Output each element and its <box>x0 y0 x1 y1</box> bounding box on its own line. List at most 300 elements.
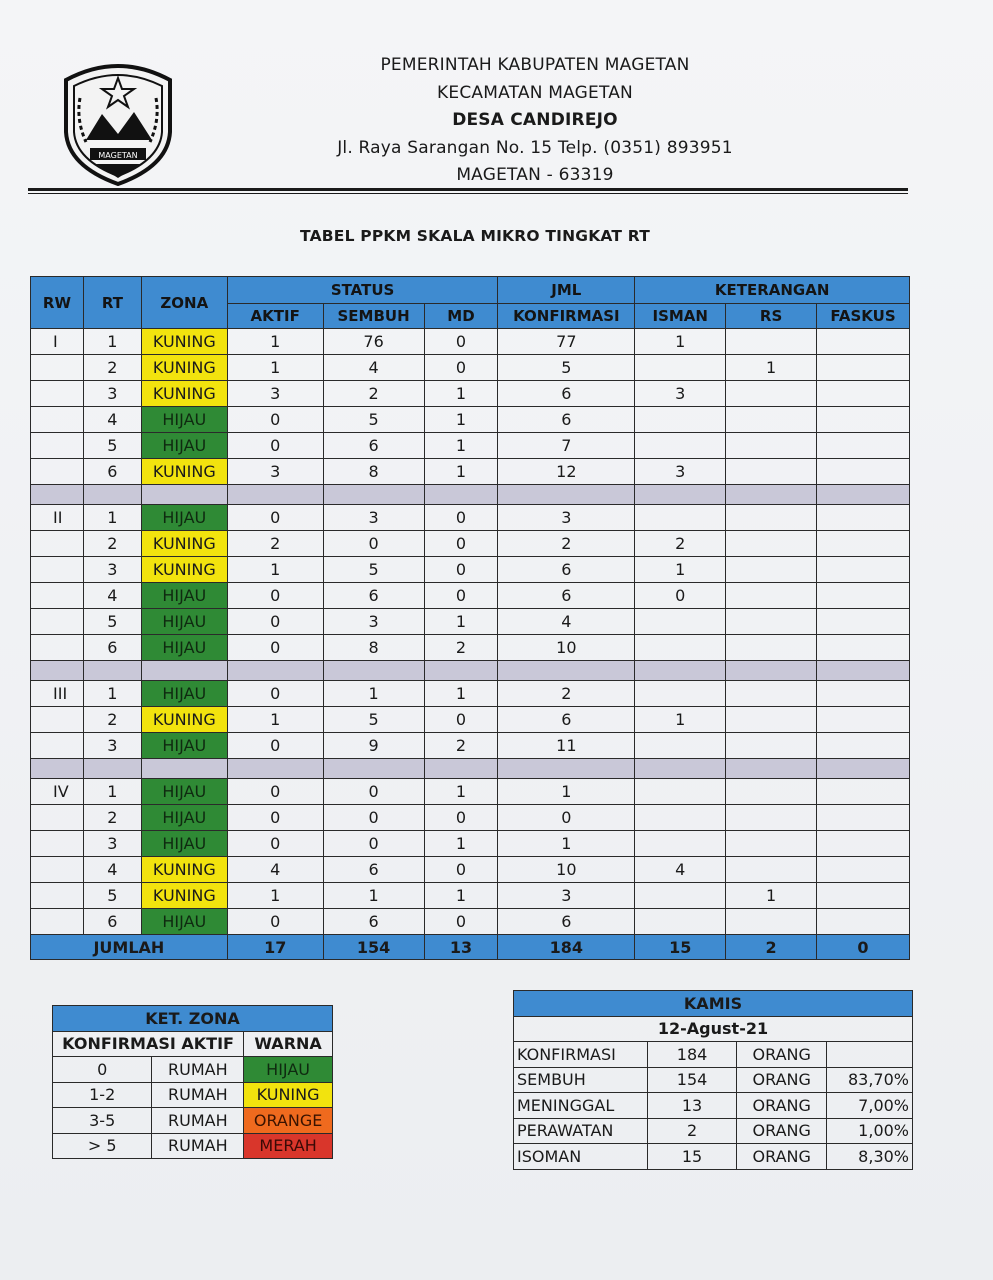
legend-warna: MERAH <box>244 1133 333 1159</box>
cell-sembuh: 6 <box>323 433 424 459</box>
cell-jml: 6 <box>498 583 635 609</box>
header-isman: ISMAN <box>635 304 726 329</box>
cell-jml: 6 <box>498 407 635 433</box>
rw-separator-row <box>31 485 910 505</box>
cell-faskus <box>816 805 909 831</box>
cell-rt: 2 <box>83 805 141 831</box>
cell-md: 1 <box>424 381 498 407</box>
summary-day: KAMIS <box>514 991 913 1017</box>
cell-md: 0 <box>424 909 498 935</box>
total-sembuh: 154 <box>323 935 424 960</box>
separator-cell <box>424 759 498 779</box>
cell-isman: 0 <box>635 583 726 609</box>
cell-md: 1 <box>424 681 498 707</box>
cell-rw <box>31 707 84 733</box>
cell-rt: 3 <box>83 733 141 759</box>
cell-rt: 2 <box>83 531 141 557</box>
table-row <box>31 857 910 883</box>
cell-rw <box>31 857 84 883</box>
cell-rt: 3 <box>83 557 141 583</box>
legend-range: > 5 <box>53 1133 152 1159</box>
table-row <box>31 831 910 857</box>
cell-rs <box>726 707 817 733</box>
cell-jml: 10 <box>498 635 635 661</box>
cell-sembuh: 0 <box>323 531 424 557</box>
cell-faskus <box>816 459 909 485</box>
cell-rw <box>31 531 84 557</box>
cell-jml: 6 <box>498 707 635 733</box>
header-jml: JML <box>498 277 635 304</box>
cell-aktif: 0 <box>227 831 323 857</box>
separator-cell <box>635 661 726 681</box>
summary-label: ISOMAN <box>514 1144 648 1170</box>
legend-col-konfirmasi: KONFIRMASI AKTIF <box>53 1031 244 1057</box>
cell-rs <box>726 681 817 707</box>
total-label: JUMLAH <box>31 935 228 960</box>
header-konfirmasi: KONFIRMASI <box>498 304 635 329</box>
cell-isman: 4 <box>635 857 726 883</box>
separator-cell <box>83 661 141 681</box>
cell-aktif: 3 <box>227 459 323 485</box>
legend-unit: RUMAH <box>152 1057 244 1083</box>
legend-row <box>53 1133 333 1159</box>
cell-sembuh: 6 <box>323 857 424 883</box>
cell-rw: II <box>31 505 84 531</box>
cell-rw <box>31 909 84 935</box>
cell-rs <box>726 583 817 609</box>
header-rt: RT <box>83 277 141 329</box>
cell-isman <box>635 831 726 857</box>
legend-unit: RUMAH <box>152 1082 244 1108</box>
cell-jml: 6 <box>498 381 635 407</box>
cell-faskus <box>816 909 909 935</box>
separator-cell <box>498 485 635 505</box>
legend-col-warna: WARNA <box>244 1031 333 1057</box>
cell-faskus <box>816 381 909 407</box>
cell-md: 0 <box>424 805 498 831</box>
summary-row <box>514 1067 913 1093</box>
cell-rs <box>726 635 817 661</box>
cell-rs <box>726 531 817 557</box>
summary-label: PERAWATAN <box>514 1118 648 1144</box>
legend-row <box>53 1057 333 1083</box>
table-row <box>31 557 910 583</box>
cell-jml: 5 <box>498 355 635 381</box>
summary-date: 12-Agust-21 <box>514 1016 913 1042</box>
separator-cell <box>31 759 84 779</box>
cell-md: 1 <box>424 459 498 485</box>
summary-value: 154 <box>647 1067 737 1093</box>
cell-md: 0 <box>424 583 498 609</box>
cell-rt: 6 <box>83 459 141 485</box>
separator-cell <box>635 759 726 779</box>
cell-zona: HIJAU <box>141 407 227 433</box>
cell-isman <box>635 407 726 433</box>
zone-legend-table <box>52 1005 333 1159</box>
cell-isman: 3 <box>635 381 726 407</box>
cell-rt: 5 <box>83 609 141 635</box>
legend-warna: ORANGE <box>244 1108 333 1134</box>
table-row <box>31 609 910 635</box>
summary-row <box>514 1118 913 1144</box>
cell-sembuh: 76 <box>323 329 424 355</box>
cell-sembuh: 8 <box>323 635 424 661</box>
legend-unit: RUMAH <box>152 1133 244 1159</box>
cell-aktif: 0 <box>227 635 323 661</box>
cell-rw <box>31 609 84 635</box>
summary-pct: 8,30% <box>827 1144 913 1170</box>
document-title: TABEL PPKM SKALA MIKRO TINGKAT RT <box>300 227 650 245</box>
cell-md: 2 <box>424 635 498 661</box>
cell-rw <box>31 831 84 857</box>
cell-aktif: 0 <box>227 681 323 707</box>
cell-zona: HIJAU <box>141 733 227 759</box>
separator-cell <box>323 485 424 505</box>
summary-label: SEMBUH <box>514 1067 648 1093</box>
cell-sembuh: 8 <box>323 459 424 485</box>
letterhead-line-1: PEMERINTAH KABUPATEN MAGETAN <box>380 55 690 75</box>
total-rs: 2 <box>726 935 817 960</box>
letterhead-address: Jl. Raya Sarangan No. 15 Telp. (0351) 893951 <box>337 137 733 158</box>
table-row <box>31 583 910 609</box>
cell-zona: KUNING <box>141 381 227 407</box>
cell-jml: 7 <box>498 433 635 459</box>
cell-aktif: 0 <box>227 609 323 635</box>
cell-aktif: 1 <box>227 329 323 355</box>
separator-cell <box>635 485 726 505</box>
cell-sembuh: 0 <box>323 805 424 831</box>
header-faskus: FASKUS <box>816 304 909 329</box>
cell-zona: HIJAU <box>141 805 227 831</box>
separator-cell <box>424 661 498 681</box>
cell-md: 1 <box>424 883 498 909</box>
cell-isman <box>635 609 726 635</box>
cell-sembuh: 1 <box>323 681 424 707</box>
cell-rw <box>31 805 84 831</box>
cell-sembuh: 5 <box>323 407 424 433</box>
cell-rs <box>726 805 817 831</box>
cell-zona: KUNING <box>141 557 227 583</box>
cell-rt: 2 <box>83 707 141 733</box>
cell-rs <box>726 433 817 459</box>
cell-md: 1 <box>424 433 498 459</box>
legend-unit: RUMAH <box>152 1108 244 1134</box>
cell-isman <box>635 505 726 531</box>
cell-aktif: 2 <box>227 531 323 557</box>
cell-rt: 4 <box>83 583 141 609</box>
cell-zona: HIJAU <box>141 681 227 707</box>
table-row <box>31 805 910 831</box>
cell-zona: KUNING <box>141 329 227 355</box>
summary-value: 15 <box>647 1144 737 1170</box>
cell-faskus <box>816 681 909 707</box>
cell-md: 2 <box>424 733 498 759</box>
total-row <box>31 935 910 960</box>
table-row <box>31 707 910 733</box>
cell-faskus <box>816 531 909 557</box>
cell-md: 0 <box>424 355 498 381</box>
cell-zona: HIJAU <box>141 909 227 935</box>
cell-md: 0 <box>424 557 498 583</box>
cell-jml: 12 <box>498 459 635 485</box>
cell-faskus <box>816 609 909 635</box>
cell-rs <box>726 505 817 531</box>
table-row <box>31 329 910 355</box>
cell-rt: 4 <box>83 407 141 433</box>
cell-aktif: 0 <box>227 505 323 531</box>
separator-cell <box>227 661 323 681</box>
cell-zona: HIJAU <box>141 433 227 459</box>
cell-faskus <box>816 857 909 883</box>
cell-faskus <box>816 707 909 733</box>
header-keterangan: KETERANGAN <box>635 277 910 304</box>
legend-row <box>53 1082 333 1108</box>
cell-sembuh: 3 <box>323 609 424 635</box>
summary-row <box>514 1042 913 1068</box>
cell-rt: 6 <box>83 635 141 661</box>
letterhead-line-3: DESA CANDIREJO <box>452 110 618 130</box>
separator-cell <box>816 485 909 505</box>
cell-rt: 4 <box>83 857 141 883</box>
cell-md: 1 <box>424 407 498 433</box>
cell-rw: I <box>31 329 84 355</box>
legend-title: KET. ZONA <box>53 1006 333 1032</box>
cell-zona: KUNING <box>141 355 227 381</box>
cell-rt: 5 <box>83 883 141 909</box>
summary-value: 184 <box>647 1042 737 1068</box>
cell-faskus <box>816 635 909 661</box>
header-rs: RS <box>726 304 817 329</box>
cell-jml: 1 <box>498 831 635 857</box>
separator-cell <box>83 759 141 779</box>
table-row <box>31 883 910 909</box>
summary-unit: ORANG <box>737 1118 827 1144</box>
summary-pct: 7,00% <box>827 1093 913 1119</box>
cell-faskus <box>816 883 909 909</box>
cell-rs: 1 <box>726 355 817 381</box>
cell-sembuh: 4 <box>323 355 424 381</box>
cell-jml: 2 <box>498 531 635 557</box>
separator-cell <box>726 661 817 681</box>
legend-body <box>53 1057 333 1159</box>
cell-rs: 1 <box>726 883 817 909</box>
cell-sembuh: 9 <box>323 733 424 759</box>
logo-text: MAGETAN <box>98 151 138 160</box>
legend-row <box>53 1108 333 1134</box>
summary-table <box>513 990 913 1170</box>
cell-sembuh: 6 <box>323 583 424 609</box>
separator-cell <box>726 485 817 505</box>
cell-rw: III <box>31 681 84 707</box>
separator-cell <box>323 661 424 681</box>
cell-zona: KUNING <box>141 459 227 485</box>
summary-unit: ORANG <box>737 1042 827 1068</box>
cell-sembuh: 0 <box>323 779 424 805</box>
cell-isman: 1 <box>635 557 726 583</box>
cell-aktif: 4 <box>227 857 323 883</box>
summary-body <box>514 1042 913 1170</box>
header-zona: ZONA <box>141 277 227 329</box>
table-row <box>31 505 910 531</box>
cell-rt: 5 <box>83 433 141 459</box>
cell-rs <box>726 329 817 355</box>
cell-aktif: 0 <box>227 779 323 805</box>
separator-cell <box>726 759 817 779</box>
separator-cell <box>141 759 227 779</box>
rw-separator-row <box>31 759 910 779</box>
cell-aktif: 0 <box>227 733 323 759</box>
table-row <box>31 433 910 459</box>
cell-sembuh: 2 <box>323 381 424 407</box>
cell-rt: 3 <box>83 381 141 407</box>
legend-warna: KUNING <box>244 1082 333 1108</box>
cell-zona: KUNING <box>141 857 227 883</box>
cell-md: 0 <box>424 707 498 733</box>
cell-isman <box>635 355 726 381</box>
cell-jml: 6 <box>498 909 635 935</box>
cell-sembuh: 6 <box>323 909 424 935</box>
separator-cell <box>816 759 909 779</box>
separator-cell <box>227 759 323 779</box>
cell-rw <box>31 635 84 661</box>
legend-range: 0 <box>53 1057 152 1083</box>
legend-range: 3-5 <box>53 1108 152 1134</box>
letterhead-rule-thin <box>28 193 908 194</box>
rw-separator-row <box>31 661 910 681</box>
cell-isman: 1 <box>635 707 726 733</box>
cell-faskus <box>816 831 909 857</box>
header-aktif: AKTIF <box>227 304 323 329</box>
legend-range: 1-2 <box>53 1082 152 1108</box>
cell-aktif: 0 <box>227 583 323 609</box>
cell-rt: 1 <box>83 779 141 805</box>
cell-jml: 3 <box>498 505 635 531</box>
table-row <box>31 459 910 485</box>
cell-zona: HIJAU <box>141 583 227 609</box>
cell-zona: HIJAU <box>141 505 227 531</box>
summary-unit: ORANG <box>737 1067 827 1093</box>
cell-jml: 10 <box>498 857 635 883</box>
cell-rs <box>726 407 817 433</box>
cell-faskus <box>816 557 909 583</box>
summary-label: KONFIRMASI <box>514 1042 648 1068</box>
cell-rt: 1 <box>83 329 141 355</box>
cell-aktif: 1 <box>227 557 323 583</box>
cell-md: 0 <box>424 505 498 531</box>
cell-zona: HIJAU <box>141 779 227 805</box>
cell-jml: 3 <box>498 883 635 909</box>
cell-md: 1 <box>424 609 498 635</box>
total-faskus: 0 <box>816 935 909 960</box>
cell-rs <box>726 609 817 635</box>
cell-rw <box>31 459 84 485</box>
cell-rs <box>726 909 817 935</box>
cell-aktif: 0 <box>227 909 323 935</box>
cell-md: 0 <box>424 857 498 883</box>
legend-warna: HIJAU <box>244 1057 333 1083</box>
cell-zona: HIJAU <box>141 831 227 857</box>
cell-rs <box>726 733 817 759</box>
summary-label: MENINGGAL <box>514 1093 648 1119</box>
table-row <box>31 909 910 935</box>
summary-pct: 83,70% <box>827 1067 913 1093</box>
cell-zona: HIJAU <box>141 609 227 635</box>
table-row <box>31 355 910 381</box>
table-row <box>31 407 910 433</box>
table-row <box>31 733 910 759</box>
cell-rw <box>31 381 84 407</box>
cell-faskus <box>816 355 909 381</box>
cell-md: 1 <box>424 831 498 857</box>
cell-rs <box>726 459 817 485</box>
cell-zona: KUNING <box>141 707 227 733</box>
total-aktif: 17 <box>227 935 323 960</box>
cell-faskus <box>816 329 909 355</box>
separator-cell <box>498 759 635 779</box>
cell-rs <box>726 831 817 857</box>
cell-aktif: 1 <box>227 355 323 381</box>
cell-aktif: 3 <box>227 381 323 407</box>
letterhead-city: MAGETAN - 63319 <box>456 165 614 185</box>
cell-isman: 3 <box>635 459 726 485</box>
cell-isman <box>635 635 726 661</box>
cell-faskus <box>816 505 909 531</box>
cell-md: 0 <box>424 531 498 557</box>
cell-rw <box>31 583 84 609</box>
cell-aktif: 0 <box>227 433 323 459</box>
cell-isman: 1 <box>635 329 726 355</box>
cell-rw <box>31 733 84 759</box>
cell-rt: 6 <box>83 909 141 935</box>
total-md: 13 <box>424 935 498 960</box>
cell-faskus <box>816 733 909 759</box>
cell-faskus <box>816 433 909 459</box>
cell-rt: 3 <box>83 831 141 857</box>
summary-pct <box>827 1042 913 1068</box>
cell-rt: 2 <box>83 355 141 381</box>
cell-rs <box>726 779 817 805</box>
table-row <box>31 635 910 661</box>
cell-jml: 77 <box>498 329 635 355</box>
ppkm-table <box>30 276 910 960</box>
cell-rw <box>31 883 84 909</box>
cell-aktif: 0 <box>227 407 323 433</box>
cell-md: 1 <box>424 779 498 805</box>
cell-rw: IV <box>31 779 84 805</box>
magetan-crest-logo <box>56 58 180 186</box>
cell-md: 0 <box>424 329 498 355</box>
cell-jml: 1 <box>498 779 635 805</box>
cell-jml: 6 <box>498 557 635 583</box>
cell-zona: KUNING <box>141 883 227 909</box>
cell-aktif: 1 <box>227 883 323 909</box>
separator-cell <box>31 661 84 681</box>
summary-unit: ORANG <box>737 1144 827 1170</box>
cell-rt: 1 <box>83 681 141 707</box>
cell-isman: 2 <box>635 531 726 557</box>
cell-aktif: 0 <box>227 805 323 831</box>
summary-row <box>514 1144 913 1170</box>
separator-cell <box>816 661 909 681</box>
table-row <box>31 681 910 707</box>
summary-unit: ORANG <box>737 1093 827 1119</box>
cell-isman <box>635 805 726 831</box>
cell-rw <box>31 407 84 433</box>
cell-isman <box>635 733 726 759</box>
cell-sembuh: 5 <box>323 707 424 733</box>
header-md: MD <box>424 304 498 329</box>
cell-jml: 2 <box>498 681 635 707</box>
